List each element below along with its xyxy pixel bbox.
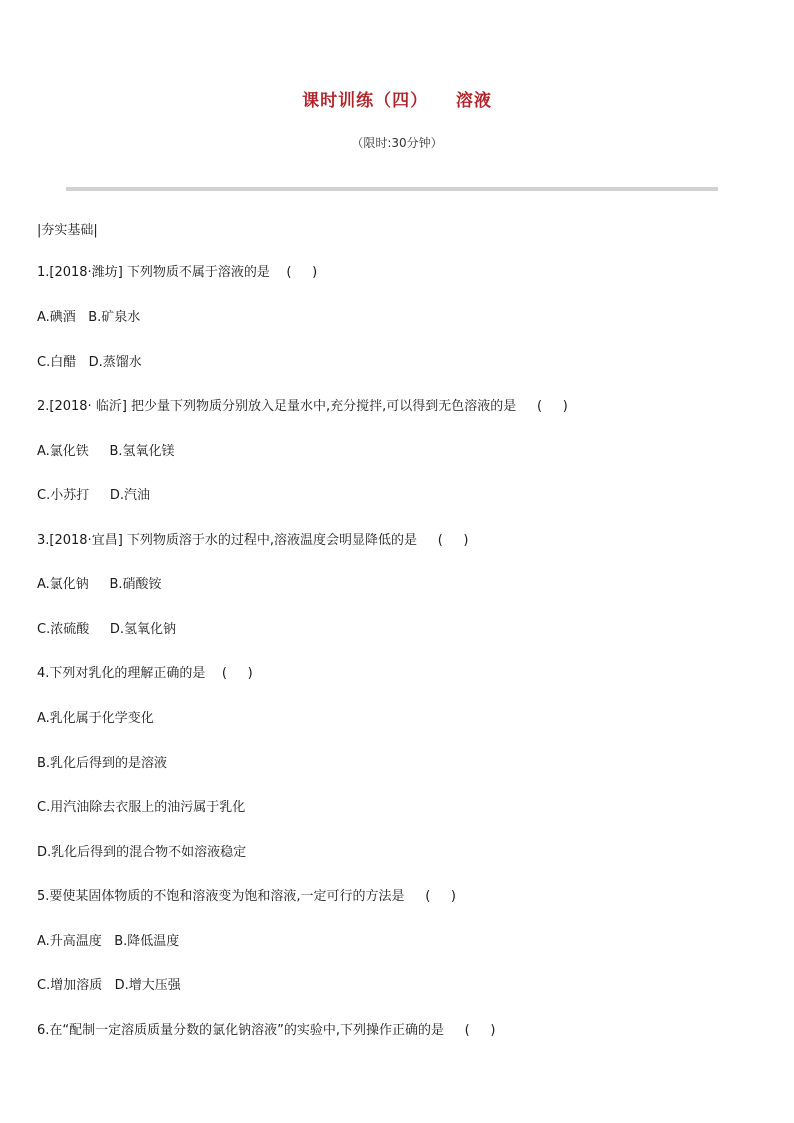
question-1: 1.[2018·潍坊] 下列物质不属于溶液的是 ( ) (37, 265, 318, 280)
question-4-option-d: D.乳化后得到的混合物不如溶液稳定 (37, 845, 247, 860)
question-2-options-ab: A.氯化铁 B.氢氧化镁 (37, 444, 175, 459)
page-title: 课时训练（四） 溶液 (302, 91, 492, 111)
question-1-options-ab: A.碘酒 B.矿泉水 (37, 310, 141, 325)
section-heading: |夯实基础| (37, 223, 98, 238)
question-2: 2.[2018· 临沂] 把少量下列物质分别放入足量水中,充分搅拌,可以得到无色溶液的是 ( ) (37, 399, 568, 414)
question-5-options-cd: C.增加溶质 D.增大压强 (37, 978, 181, 993)
question-3: 3.[2018·宜昌] 下列物质溶于水的过程中,溶液温度会明显降低的是 ( ) (37, 533, 469, 548)
question-4: 4.下列对乳化的理解正确的是 ( ) (37, 666, 253, 681)
question-5-options-ab: A.升高温度 B.降低温度 (37, 934, 180, 949)
question-5: 5.要使某固体物质的不饱和溶液变为饱和溶液,一定可行的方法是 ( ) (37, 889, 457, 904)
question-4-option-c: C.用汽油除去衣服上的油污属于乳化 (37, 800, 246, 815)
question-6: 6.在“配制一定溶质质量分数的氯化钠溶液”的实验中,下列操作正确的是 ( ) (37, 1023, 496, 1038)
question-4-option-a: A.乳化属于化学变化 (37, 711, 154, 726)
question-1-options-cd: C.白醋 D.蒸馏水 (37, 355, 142, 370)
question-4-option-b: B.乳化后得到的是溶液 (37, 756, 168, 771)
question-3-options-cd: C.浓硫酸 D.氢氧化钠 (37, 622, 177, 637)
question-3-options-ab: A.氯化钠 B.硝酸铵 (37, 577, 162, 592)
header-divider (66, 187, 718, 191)
question-2-options-cd: C.小苏打 D.汽油 (37, 488, 151, 503)
time-limit-note: （限时:30分钟） (351, 136, 443, 150)
